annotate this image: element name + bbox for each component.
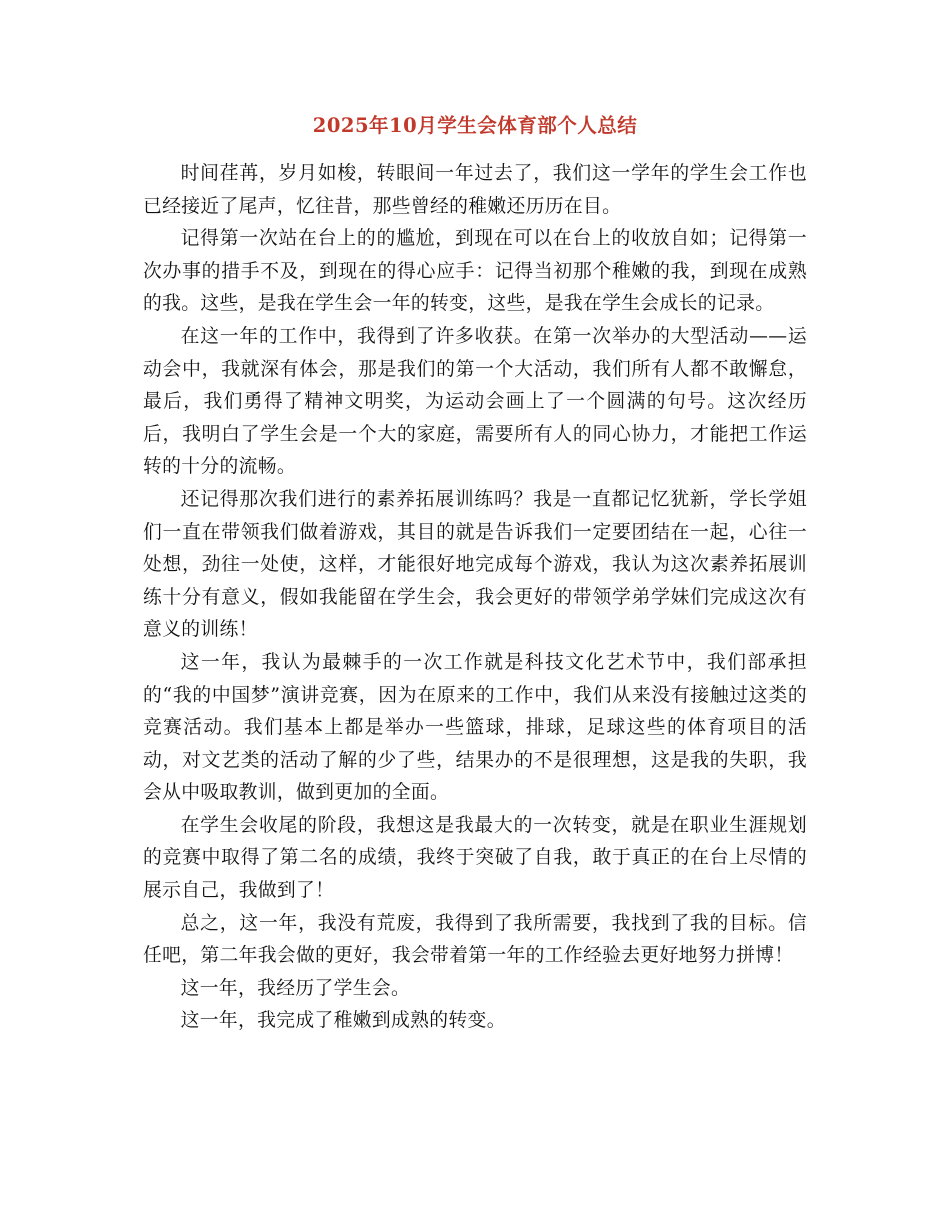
document-page <box>143 110 807 1038</box>
paragraph-4: 还记得那次我们进行的素养拓展训练吗？我是一直都记忆犹新，学长学姐们一直在带领我们做着游戏，其目的就是告诉我们一定要团结在一起，心往一处想，劲往一处使，这样，才能很好地完成每个游戏，我认为这次素养拓展训练十分有意义，假如我能留在学生会，我会更好的带领学弟学妹们完成这次有意义的训练！ <box>143 488 807 641</box>
paragraph-2: 记得第一次站在台上的的尴尬，到现在可以在台上的收放自如；记得第一次办事的措手不及，到现在的得心应手：记得当初那个稚嫩的我，到现在成熟的我。这些，是我在学生会一年的转变，这些，是我在学生会成长的记录。 <box>143 228 807 315</box>
paragraph-6: 在学生会收尾的阶段，我想这是我最大的一次转变，就是在职业生涯规划的竞赛中取得了第二名的成绩，我终于突破了自我，敢于真正的在台上尽情的展示自己，我做到了！ <box>143 814 807 902</box>
paragraph-3: 在这一年的工作中，我得到了许多收获。在第一次举办的大型活动——运动会中，我就深有体会，那是我们的第一个大活动，我们所有人都不敢懈怠，最后，我们勇得了精神文明奖，为运动会画上了一个圆满的句号。这次经历后，我明白了学生会是一个大的家庭，需要所有人的同心协力，才能把工作运转的十分的流畅。 <box>143 325 807 478</box>
paragraph-1: 时间荏苒，岁月如梭，转眼间一年过去了，我们这一学年的学生会工作也已经接近了尾声，忆往昔，那些曾经的稚嫩还历历在目。 <box>143 163 807 217</box>
paragraph-7: 总之，这一年，我没有荒废，我得到了我所需要，我找到了我的目标。信任吧，第二年我会做的更好，我会带着第一年的工作经验去更好地努力拼博！ <box>143 912 807 967</box>
paragraph-9: 这一年，我完成了稚嫩到成熟的转变。 <box>180 1010 506 1032</box>
paragraph-5: 这一年，我认为最棘手的一次工作就是科技文化艺术节中，我们部承担的“我的中国梦”演讲竞赛，因为在原来的工作中，我们从来没有接触过这类的竞赛活动。我们基本上都是举办一些篮球，排球，足球这些的体育项目的活动，对文艺类的活动了解的少了些，结果办的不是很理想，这是我的失职，我会从中吸取教训，做到更加的全面。 <box>143 651 807 804</box>
document-title: 2025年10月学生会体育部个人总结 <box>312 114 638 137</box>
paragraph-8: 这一年，我经历了学生会。 <box>180 977 411 999</box>
